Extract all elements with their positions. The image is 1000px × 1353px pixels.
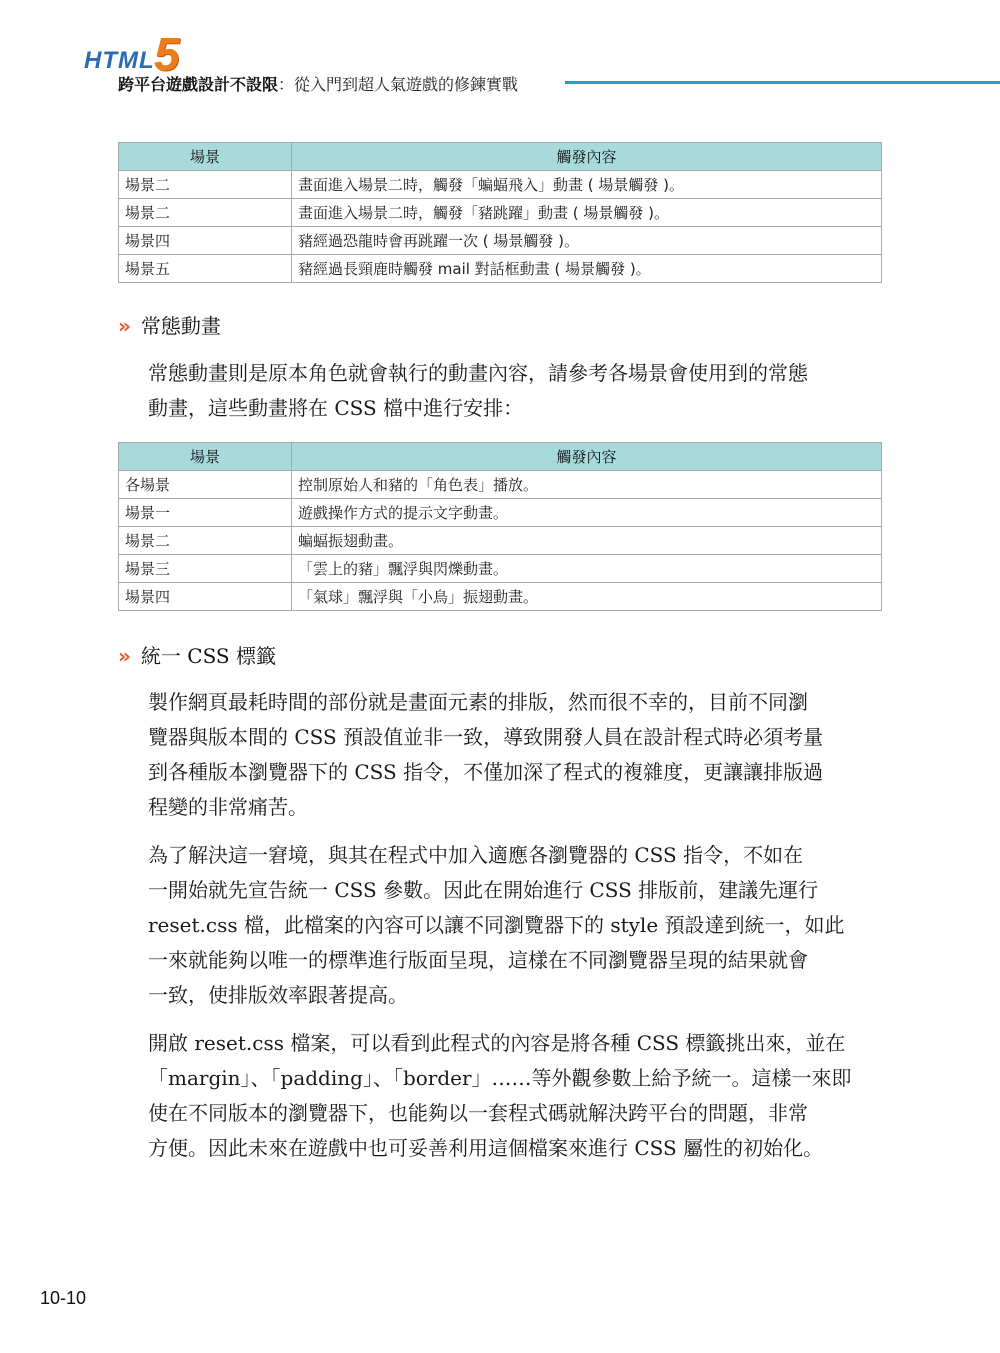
table-header-cell: 觸發內容: [292, 443, 882, 471]
section-heading-1: [118, 310, 221, 339]
section-title: 常態動畫: [140, 314, 221, 338]
text-line: 到各種版本瀏覽器下的 CSS 指令，不僅加深了程式的複雜度，更讓讓排版過: [148, 760, 824, 784]
text-line: 一來就能夠以唯一的標準進行版面呈現，這樣在不同瀏覽器呈現的結果就會: [148, 948, 808, 972]
subtitle-bold: 跨平台遊戲設計不設限: [118, 75, 279, 94]
text-line: reset.css 檔，此檔案的內容可以讓不同瀏覽器下的 style 預設達到統一，如此: [148, 913, 845, 937]
page-number: 10-10: [40, 1288, 87, 1308]
table-cell: 場景二: [119, 527, 292, 555]
table-row: [119, 199, 882, 227]
table-row: [119, 227, 882, 255]
text-line: 一開始就先宣告統一 CSS 參數。因此在開始進行 CSS 排版前，建議先運行: [148, 878, 819, 902]
section2-paragraph-3: [148, 1026, 884, 1166]
table-cell: 豬經過長頸鹿時觸發 mail 對話框動畫 ( 場景觸發 )。: [292, 255, 882, 283]
text-line: 製作網頁最耗時間的部份就是畫面元素的排版，然而很不幸的，目前不同瀏: [148, 690, 808, 714]
text-line: 為了解決這一窘境，與其在程式中加入適應各瀏覽器的 CSS 指令，不如在: [148, 843, 804, 867]
section-heading-2: [118, 640, 276, 669]
table-header-cell: 觸發內容: [292, 143, 882, 171]
table-header-cell: 場景: [119, 443, 292, 471]
table-row: [119, 171, 882, 199]
section2-paragraph-2: [148, 838, 884, 1013]
table-cell: 場景二: [119, 199, 292, 227]
text-line: 「margin」、「padding」、「border」……等外觀參數上給予統一。這樣一來即: [148, 1066, 852, 1090]
text-line: 動畫，這些動畫將在 CSS 檔中進行安排：: [148, 396, 524, 420]
table-header-row: [119, 143, 882, 171]
trigger-table-1: [118, 142, 882, 283]
table-cell: 場景一: [119, 499, 292, 527]
table-header-cell: 場景: [119, 143, 292, 171]
section-marker-icon: »: [118, 644, 131, 668]
text-line: 一致，使排版效率跟著提高。: [148, 983, 408, 1007]
table-row: [119, 499, 882, 527]
table-cell: 場景三: [119, 555, 292, 583]
section-title: 統一 CSS 標籤: [140, 644, 276, 668]
table-cell: 豬經過恐龍時會再跳躍一次 ( 場景觸發 )。: [292, 227, 882, 255]
logo-text: HTML: [84, 47, 155, 74]
table-cell: 場景四: [119, 227, 292, 255]
table-cell: 各場景: [119, 471, 292, 499]
table-cell: 場景二: [119, 171, 292, 199]
logo-number: 5: [154, 28, 180, 80]
table-row: [119, 255, 882, 283]
table-row: [119, 583, 882, 611]
section1-paragraph: [148, 356, 884, 426]
text-line: 程變的非常痛苦。: [148, 795, 308, 819]
text-line: 常態動畫則是原本角色就會執行的動畫內容，請參考各場景會使用到的常態: [148, 361, 808, 385]
section2-paragraph-1: [148, 685, 884, 825]
page-header: [0, 0, 1000, 110]
table-row: [119, 527, 882, 555]
text-line: 使在不同版本的瀏覽器下，也能夠以一套程式碼就解決跨平台的問題，非常: [148, 1101, 808, 1125]
text-line: 覽器與版本間的 CSS 預設值並非一致，導致開發人員在設計程式時必須考量: [148, 725, 824, 749]
table-header-row: [119, 443, 882, 471]
table-cell: 遊戲操作方式的提示文字動畫。: [292, 499, 882, 527]
trigger-table-2: [118, 442, 882, 611]
table-cell: 畫面進入場景二時，觸發「蝙蝠飛入」動畫 ( 場景觸發 )。: [292, 171, 882, 199]
table-row: [119, 555, 882, 583]
section-marker-icon: »: [118, 314, 131, 338]
subtitle-rest: ：從入門到超人氣遊戲的修鍊實戰: [278, 75, 519, 94]
text-line: 方便。因此未來在遊戲中也可妥善利用這個檔案來進行 CSS 屬性的初始化。: [148, 1136, 824, 1160]
table-cell: 畫面進入場景二時，觸發「豬跳躍」動畫 ( 場景觸發 )。: [292, 199, 882, 227]
table-cell: 控制原始人和豬的「角色表」播放。: [292, 471, 882, 499]
text-line: 開啟 reset.css 檔案，可以看到此程式的內容是將各種 CSS 標籤挑出來，並在: [148, 1031, 846, 1055]
table-cell: 「雲上的豬」飄浮與閃爍動畫。: [292, 555, 882, 583]
table-cell: 場景五: [119, 255, 292, 283]
table-row: [119, 471, 882, 499]
table-cell: 場景四: [119, 583, 292, 611]
header-rule: [565, 81, 1000, 84]
table-cell: 「氣球」飄浮與「小鳥」振翅動畫。: [292, 583, 882, 611]
table-cell: 蝙蝠振翅動畫。: [292, 527, 882, 555]
book-subtitle: [118, 72, 518, 95]
